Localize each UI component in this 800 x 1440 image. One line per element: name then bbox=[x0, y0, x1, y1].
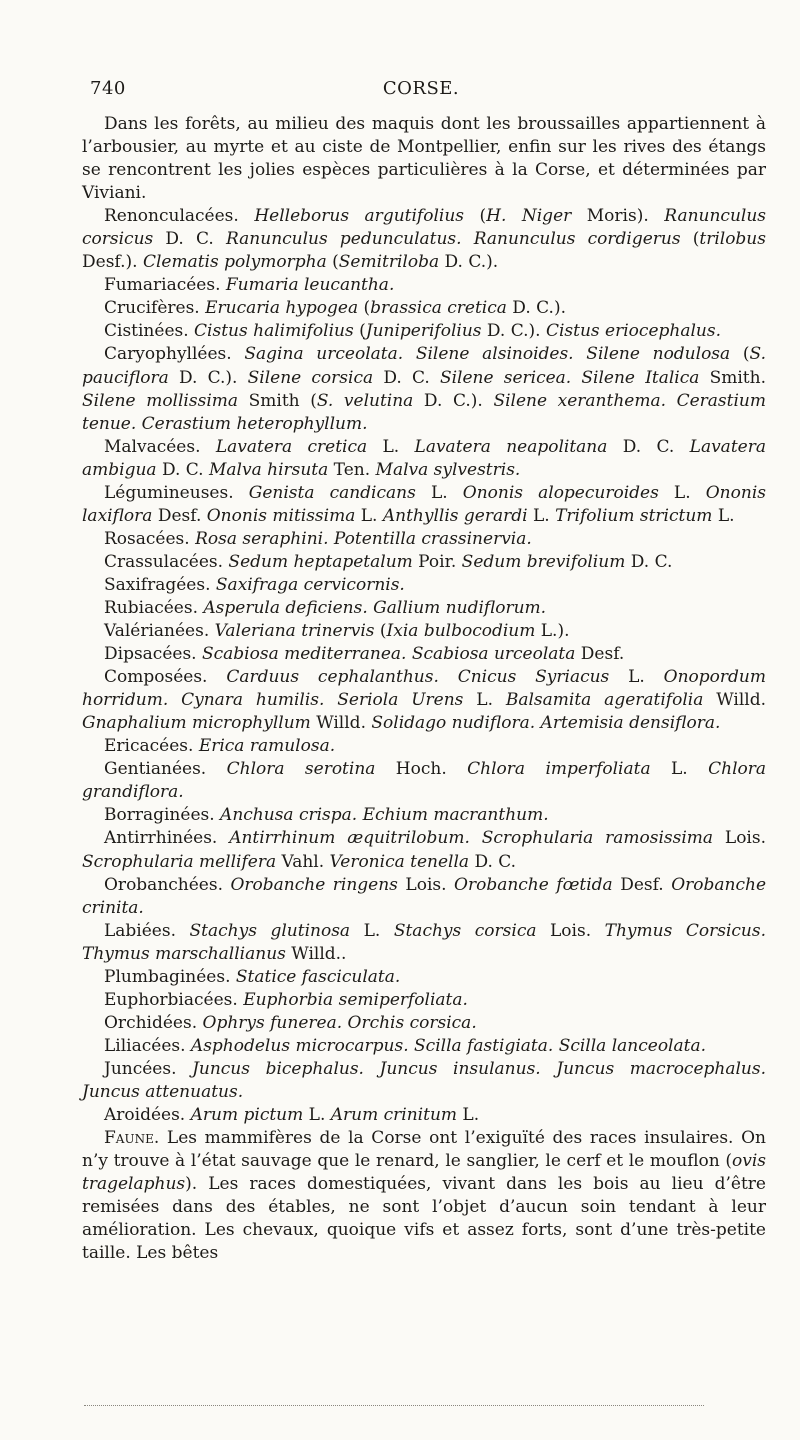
body-text bbox=[82, 113, 766, 1265]
species-name: Chlora imperfoliata bbox=[467, 759, 651, 780]
text-run: L. bbox=[712, 505, 735, 526]
text-run: Composées. bbox=[104, 667, 227, 688]
species-name: Genista candicans bbox=[248, 482, 416, 503]
text-run: Moris). bbox=[571, 206, 665, 227]
species-name: Stachys corsica bbox=[393, 920, 537, 941]
species-name: Orobanche fœtida bbox=[454, 874, 613, 895]
text-run: D. C.). bbox=[439, 252, 499, 273]
plant-family-entry bbox=[82, 436, 766, 482]
species-name: Chlora serotina bbox=[226, 759, 376, 780]
text-run: ( bbox=[374, 621, 387, 642]
plant-family-entry bbox=[82, 1104, 766, 1127]
species-name: Juncus bicephalus. Juncus insulanus. Juncus macrocephalus. Juncus attenuatus. bbox=[82, 1058, 766, 1102]
text-run: D. C.). bbox=[481, 321, 546, 342]
plant-family-entry bbox=[82, 735, 766, 758]
text-run: Smith ( bbox=[238, 390, 317, 411]
text-run: L. bbox=[609, 667, 664, 688]
text-run: Desf. bbox=[152, 505, 207, 526]
species-name: Semitriloba bbox=[338, 252, 440, 273]
text-run: Valérianées. bbox=[104, 621, 215, 642]
plant-family-entry bbox=[82, 643, 766, 666]
text-run: D. C. bbox=[607, 436, 690, 457]
text-run: ). Les races domestiquées, vivant dans les bois au lieu d’être remisées dans des étables, ne sont l’objet d’aucun soin tendant à leur amélioration. Les chevaux, quoique vifs et assez forts, sont d’une très-petite taille. Les bêtes bbox=[82, 1174, 766, 1264]
plant-family-entry bbox=[82, 597, 766, 620]
text-run: Antirrhinées. bbox=[104, 828, 230, 849]
species-name: Gnaphalium microphyllum bbox=[82, 713, 311, 734]
species-name: Scrophularia mellifera bbox=[82, 851, 277, 872]
species-name: Silene corsica bbox=[247, 367, 374, 388]
plant-family-entry bbox=[82, 666, 766, 735]
text-run: Desf. bbox=[612, 874, 672, 895]
species-name: Silene xeranthema. Cerastium tenue. Cerastium heterophyllum. bbox=[82, 390, 766, 434]
species-name: Rosa seraphini. Potentilla crassinervia. bbox=[195, 528, 532, 549]
species-name: Thymus Corsicus. Thymus marschallianus bbox=[82, 920, 766, 964]
text-run: ( bbox=[464, 206, 487, 227]
text-run: Smith. bbox=[699, 367, 766, 388]
text-run: Desf.). bbox=[82, 252, 143, 273]
text-run: D. C. bbox=[469, 851, 517, 872]
text-run: Caryophyllées. bbox=[104, 344, 245, 365]
text-run: D. C. bbox=[625, 551, 673, 572]
text-run: Hoch. bbox=[375, 759, 468, 780]
species-name: Ophrys funerea. Orchis corsica. bbox=[202, 1012, 477, 1033]
text-run: L. bbox=[303, 1105, 331, 1126]
text-run: Vahl. bbox=[276, 851, 330, 872]
species-name: brassica cretica bbox=[370, 298, 507, 319]
plant-family-entry bbox=[82, 804, 766, 827]
species-name: Lavatera cretica bbox=[215, 436, 368, 457]
species-name: Veronica tenella bbox=[329, 851, 470, 872]
text-run: L. bbox=[463, 690, 506, 711]
text-run: Les mammifères de la Corse ont l’exiguïté des races insulaires. On n’y trouve à l’état sauvage que le renard, le sanglier, le cerf et le mouflon ( bbox=[82, 1128, 766, 1172]
text-run: Plumbaginées. bbox=[104, 966, 236, 987]
text-run: Labiées. bbox=[104, 920, 190, 941]
species-name: trilobus bbox=[699, 229, 766, 250]
text-run: ( bbox=[730, 344, 750, 365]
plant-family-entry bbox=[82, 874, 766, 920]
species-name: Saxifraga cervicornis. bbox=[215, 574, 405, 595]
text-run: Liliacées. bbox=[104, 1035, 191, 1056]
species-name: Solidago nudiflora. Artemisia densiflora. bbox=[371, 713, 721, 734]
species-name: Orobanche ringens bbox=[230, 874, 398, 895]
species-name: Anchusa crispa. Echium macranthum. bbox=[220, 805, 549, 826]
text-run: Lois. bbox=[713, 828, 767, 849]
species-name: Anthyllis gerardi bbox=[382, 505, 528, 526]
plant-family-list bbox=[82, 205, 766, 1127]
species-name: Ononis mitissima bbox=[206, 505, 356, 526]
text-run: ( bbox=[680, 229, 700, 250]
species-name: H. Niger bbox=[486, 206, 572, 227]
species-name: Fumaria leucantha. bbox=[225, 275, 395, 296]
plant-family-entry bbox=[82, 1035, 766, 1058]
species-name: Ranunculus corsicus bbox=[82, 206, 767, 250]
plant-family-entry bbox=[82, 966, 766, 989]
text-run: D. C. bbox=[373, 367, 440, 388]
plant-family-entry bbox=[82, 1058, 766, 1104]
text-run: Euphorbiacées. bbox=[104, 989, 244, 1010]
text-run: Légumineuses. bbox=[104, 482, 249, 503]
footer-rule bbox=[84, 1405, 704, 1406]
text-run: Desf. bbox=[575, 644, 625, 665]
text-run: Lois. bbox=[397, 874, 455, 895]
text-run: Willd. bbox=[703, 690, 766, 711]
species-name: Chlora grandiflora. bbox=[82, 759, 766, 803]
text-run: Saxifragées. bbox=[104, 574, 216, 595]
species-name: Ranunculus pedunculatus. Ranunculus cordigerus bbox=[225, 229, 681, 250]
plant-family-entry bbox=[82, 551, 766, 574]
text-run: L.). bbox=[535, 621, 570, 642]
species-name: Silene mollissima bbox=[82, 390, 239, 411]
text-run: Rosacées. bbox=[104, 528, 196, 549]
species-name: Carduus cephalanthus. Cnicus Syriacus bbox=[226, 667, 610, 688]
text-run: L. bbox=[457, 1105, 480, 1126]
species-name: ovis tragelaphus bbox=[82, 1151, 766, 1195]
text-run: Juncées. bbox=[104, 1058, 193, 1079]
species-name: Balsamita ageratifolia bbox=[505, 690, 704, 711]
plant-family-entry bbox=[82, 574, 766, 597]
text-run: Willd. bbox=[310, 713, 372, 734]
text-run: Crassulacées. bbox=[104, 551, 229, 572]
plant-family-entry bbox=[82, 205, 766, 274]
text-run: ( bbox=[358, 298, 371, 319]
text-run: L. bbox=[415, 482, 463, 503]
text-run: L. bbox=[527, 505, 556, 526]
text-run: L. bbox=[350, 920, 394, 941]
species-name: Sedum heptapetalum bbox=[228, 551, 413, 572]
plant-family-entry bbox=[82, 297, 766, 320]
species-name: Arum crinitum bbox=[330, 1105, 458, 1126]
text-run: Aroidées. bbox=[104, 1105, 191, 1126]
text-run: ( bbox=[326, 252, 339, 273]
species-name: S. pauciflora bbox=[82, 344, 766, 388]
text-run: D. C.). bbox=[506, 298, 566, 319]
plant-family-entry bbox=[82, 343, 766, 435]
text-run: Renonculacées. bbox=[104, 206, 255, 227]
page-number: 740 bbox=[90, 78, 126, 99]
species-name: Ononis alopecuroides bbox=[462, 482, 659, 503]
text-run: Faune. bbox=[104, 1128, 160, 1149]
plant-family-entry bbox=[82, 482, 766, 528]
intro-paragraph bbox=[82, 113, 766, 205]
species-name: Erucaria hypogea bbox=[205, 298, 359, 319]
species-name: Ononis laxiflora bbox=[82, 482, 766, 526]
species-name: Erica ramulosa. bbox=[198, 736, 336, 757]
species-name: Cistus halimifolius bbox=[194, 321, 354, 342]
text-run: Orchidées. bbox=[104, 1012, 203, 1033]
text-run: Orobanchées. bbox=[104, 874, 231, 895]
species-name: Scabiosa mediterranea. Scabiosa urceolata bbox=[201, 644, 576, 665]
species-name: Orobanche crinita. bbox=[82, 874, 767, 918]
species-name: Malva hirsuta bbox=[209, 459, 329, 480]
species-name: Asphodelus microcarpus. Scilla fastigiata. Scilla lanceolata. bbox=[190, 1035, 706, 1056]
species-name: Stachys glutinosa bbox=[189, 920, 351, 941]
species-name: Helleborus argutifolius bbox=[254, 206, 464, 227]
species-name: S. velutina bbox=[316, 390, 414, 411]
species-name: Sagina urceolata. Silene alsinoides. Silene nodulosa bbox=[244, 344, 731, 365]
text-run: Dipsacées. bbox=[104, 644, 202, 665]
text-run: L. bbox=[658, 482, 706, 503]
species-name: Sedum brevifolium bbox=[461, 551, 626, 572]
text-run: D. C. bbox=[156, 459, 209, 480]
text-run: D. C. bbox=[153, 229, 226, 250]
plant-family-entry bbox=[82, 274, 766, 297]
text-run: Gentianées. bbox=[104, 759, 227, 780]
text-run: Crucifères. bbox=[104, 298, 206, 319]
text-run: L. bbox=[367, 436, 415, 457]
species-name: Cistus eriocephalus. bbox=[545, 321, 721, 342]
text-run: Cistinées. bbox=[104, 321, 195, 342]
text-run: Lois. bbox=[536, 920, 605, 941]
species-name: Valeriana trinervis bbox=[214, 621, 375, 642]
species-name: Silene sericea. Silene Italica bbox=[439, 367, 700, 388]
text-run: ( bbox=[353, 321, 366, 342]
text-run: D. C.). bbox=[413, 390, 494, 411]
plant-family-entry bbox=[82, 989, 766, 1012]
species-name: Antirrhinum æquitrilobum. Scrophularia ramosissima bbox=[229, 828, 714, 849]
species-name: Asperula deficiens. Gallium nudiflorum. bbox=[203, 597, 547, 618]
text-run: Rubiacées. bbox=[104, 597, 204, 618]
species-name: Malva sylvestris. bbox=[375, 459, 521, 480]
running-header bbox=[86, 78, 756, 108]
plant-family-entry bbox=[82, 758, 766, 804]
text-run: Borraginées. bbox=[104, 805, 221, 826]
species-name: Trifolium strictum bbox=[555, 505, 713, 526]
fauna-paragraph bbox=[82, 1127, 766, 1265]
running-title: CORSE. bbox=[382, 78, 460, 99]
text-run: Ten. bbox=[328, 459, 376, 480]
species-name: Lavatera neapolitana bbox=[414, 436, 608, 457]
species-name: Lavatera ambigua bbox=[82, 436, 766, 480]
text-run: Dans les forêts, au milieu des maquis dont les broussailles appartiennent à l’arbousier, au myrte et au ciste de Montpellier, enfin sur les rives des étangs se rencontrent les jolies espèces particulières à la Corse, et déterminées par Viviani. bbox=[82, 114, 766, 204]
text-run: D. C.). bbox=[168, 367, 248, 388]
species-name: Juniperifolius bbox=[365, 321, 482, 342]
text-run: Ericacées. bbox=[104, 736, 199, 757]
species-name: Euphorbia semiperfoliata. bbox=[243, 989, 468, 1010]
text-run: Poir. bbox=[412, 551, 462, 572]
plant-family-entry bbox=[82, 920, 766, 966]
plant-family-entry bbox=[82, 528, 766, 551]
plant-family-entry bbox=[82, 827, 766, 873]
text-run: Malvacées. bbox=[104, 436, 216, 457]
species-name: Statice fasciculata. bbox=[235, 966, 401, 987]
text-run: Willd.. bbox=[285, 943, 347, 964]
species-name: Ixia bulbocodium bbox=[386, 621, 536, 642]
species-name: Clematis polymorpha bbox=[142, 252, 327, 273]
text-run: L. bbox=[650, 759, 709, 780]
plant-family-entry bbox=[82, 1012, 766, 1035]
plant-family-entry bbox=[82, 320, 766, 343]
species-name: Onopordum horridum. Cynara humilis. Seriola Urens bbox=[82, 667, 766, 711]
text-run: L. bbox=[355, 505, 383, 526]
text-run: Fumariacées. bbox=[104, 275, 226, 296]
species-name: Arum pictum bbox=[190, 1105, 304, 1126]
plant-family-entry bbox=[82, 620, 766, 643]
